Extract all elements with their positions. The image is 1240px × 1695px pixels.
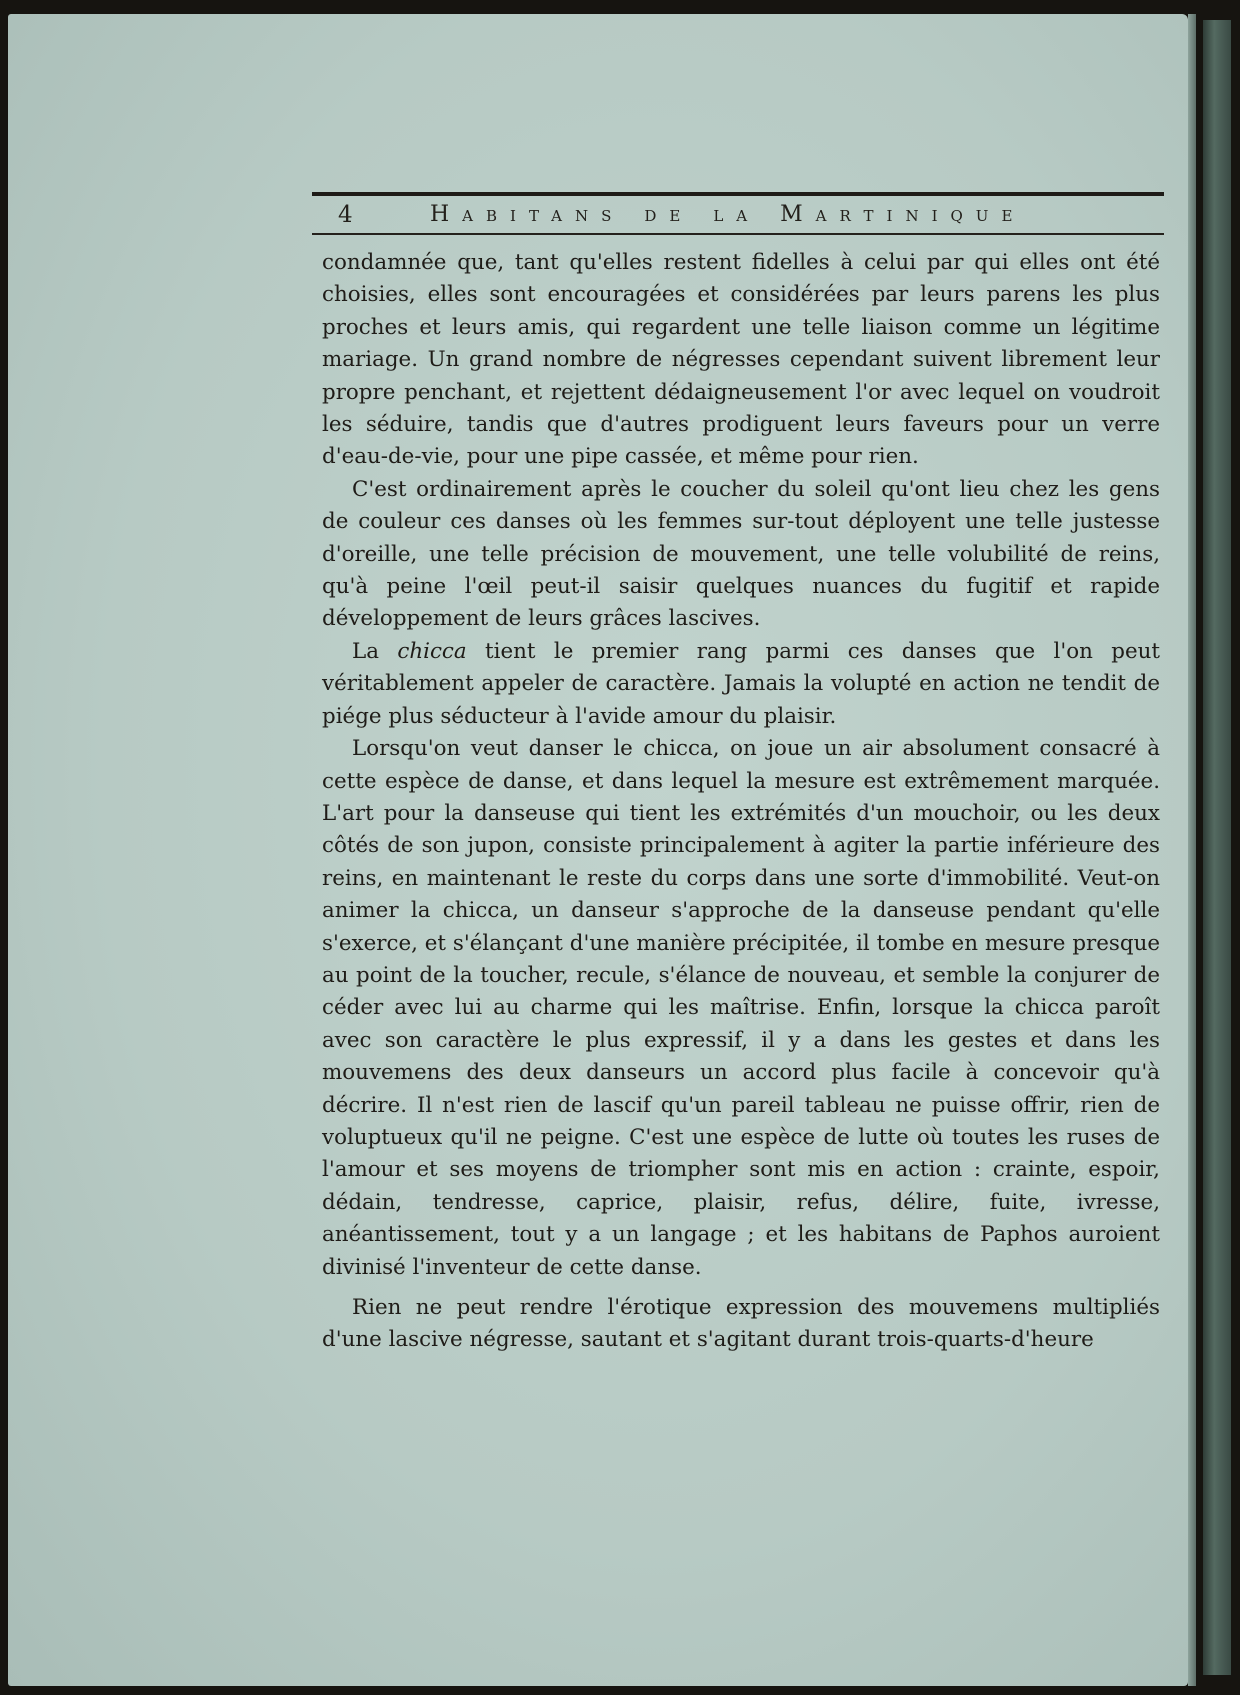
paragraph-final: Rien ne peut rendre l'érotique expression des mouvemens multipliés d'une lascive négresse, sautant et s'agitant durant trois-quarts-d'heure bbox=[322, 1295, 1160, 1353]
adjacent-page-edge bbox=[1203, 20, 1231, 1675]
paragraph-chicca-rest: tient le premier rang parmi ces danses que l'on peut véritablement appeler de caractère. Jamais la volupté en action ne tendit de piége plus séducteur à l'avide amour du plaisir. bbox=[322, 638, 1160, 729]
header-rule-bottom bbox=[312, 233, 1164, 235]
body-text bbox=[322, 247, 1160, 1357]
paragraph-chicca bbox=[322, 636, 1160, 733]
paragraph-chicca-lead: La bbox=[352, 638, 398, 664]
paragraph-dances: C'est ordinairement après le coucher du soleil qu'ont lieu chez les gens de couleur ces danses où les femmes sur-tout déployent une telle justesse d'oreille, une telle précision de mouvement, une telle volubilité de reins, qu'à peine l'œil peut-il saisir quelques nuances du fugitif et rapide développement de leurs grâces lascives. bbox=[322, 476, 1160, 632]
header-rule-top bbox=[312, 192, 1164, 196]
page-number: 4 bbox=[338, 202, 353, 228]
running-head bbox=[338, 202, 1164, 230]
sheet-edge-shadow bbox=[1188, 14, 1196, 1686]
paragraph-continued: condamnée que, tant qu'elles restent fidelles à celui par qui elles ont été choisies, elles sont encouragées et considérées par leurs parens les plus proches et leurs amis, qui regardent une telle liaison comme un légitime mariage. Un grand nombre de négresses cependant suivent librement leur propre penchant, et rejettent dédaigneusement l'or avec lequel on voudroit les séduire, tandis que d'autres prodiguent leurs faveurs pour un verre d'eau-de-vie, pour une pipe cassée, et même pour rien. bbox=[322, 250, 1160, 470]
chicca-italic-term: chicca bbox=[397, 638, 467, 664]
running-title: Habitans de la Martinique bbox=[430, 202, 1026, 227]
paragraph-dance-description: Lorsqu'on veut danser le chicca, on joue un air absolument consacré à cette espèce de danse, et dans lequel la mesure est extrêmement marquée. L'art pour la danseuse qui tient les extrémités d'un mouchoir, ou les deux côtés de son jupon, consiste principalement à agiter la partie inférieure des reins, en maintenant le reste du corps dans une sorte d'immobilité. Veut-on animer la chicca, un danseur s'approche de la danseuse pendant qu'elle s'exerce, et s'élançant d'une manière précipitée, il tombe en mesure presque au point de la toucher, recule, s'élance de nouveau, et semble la conjurer de céder avec lui au charme qui les maîtrise. Enfin, lorsque la chicca paroît avec son caractère le plus expressif, il y a dans les gestes et dans les mouvemens des deux danseurs un accord plus facile à concevoir qu'à décrire. Il n'est rien de lascif qu'un pareil tableau ne puisse offrir, rien de voluptueux qu'il ne peigne. C'est une espèce de lutte où toutes les ruses de l'amour et ses moyens de triompher sont mis en action : crainte, espoir, dédain, tendresse, caprice, plaisir, refus, délire, fuite, ivresse, anéantissement, tout y a un langage ; et les habitans de Paphos auroient divinisé l'inventeur de cette danse. bbox=[322, 736, 1160, 1280]
